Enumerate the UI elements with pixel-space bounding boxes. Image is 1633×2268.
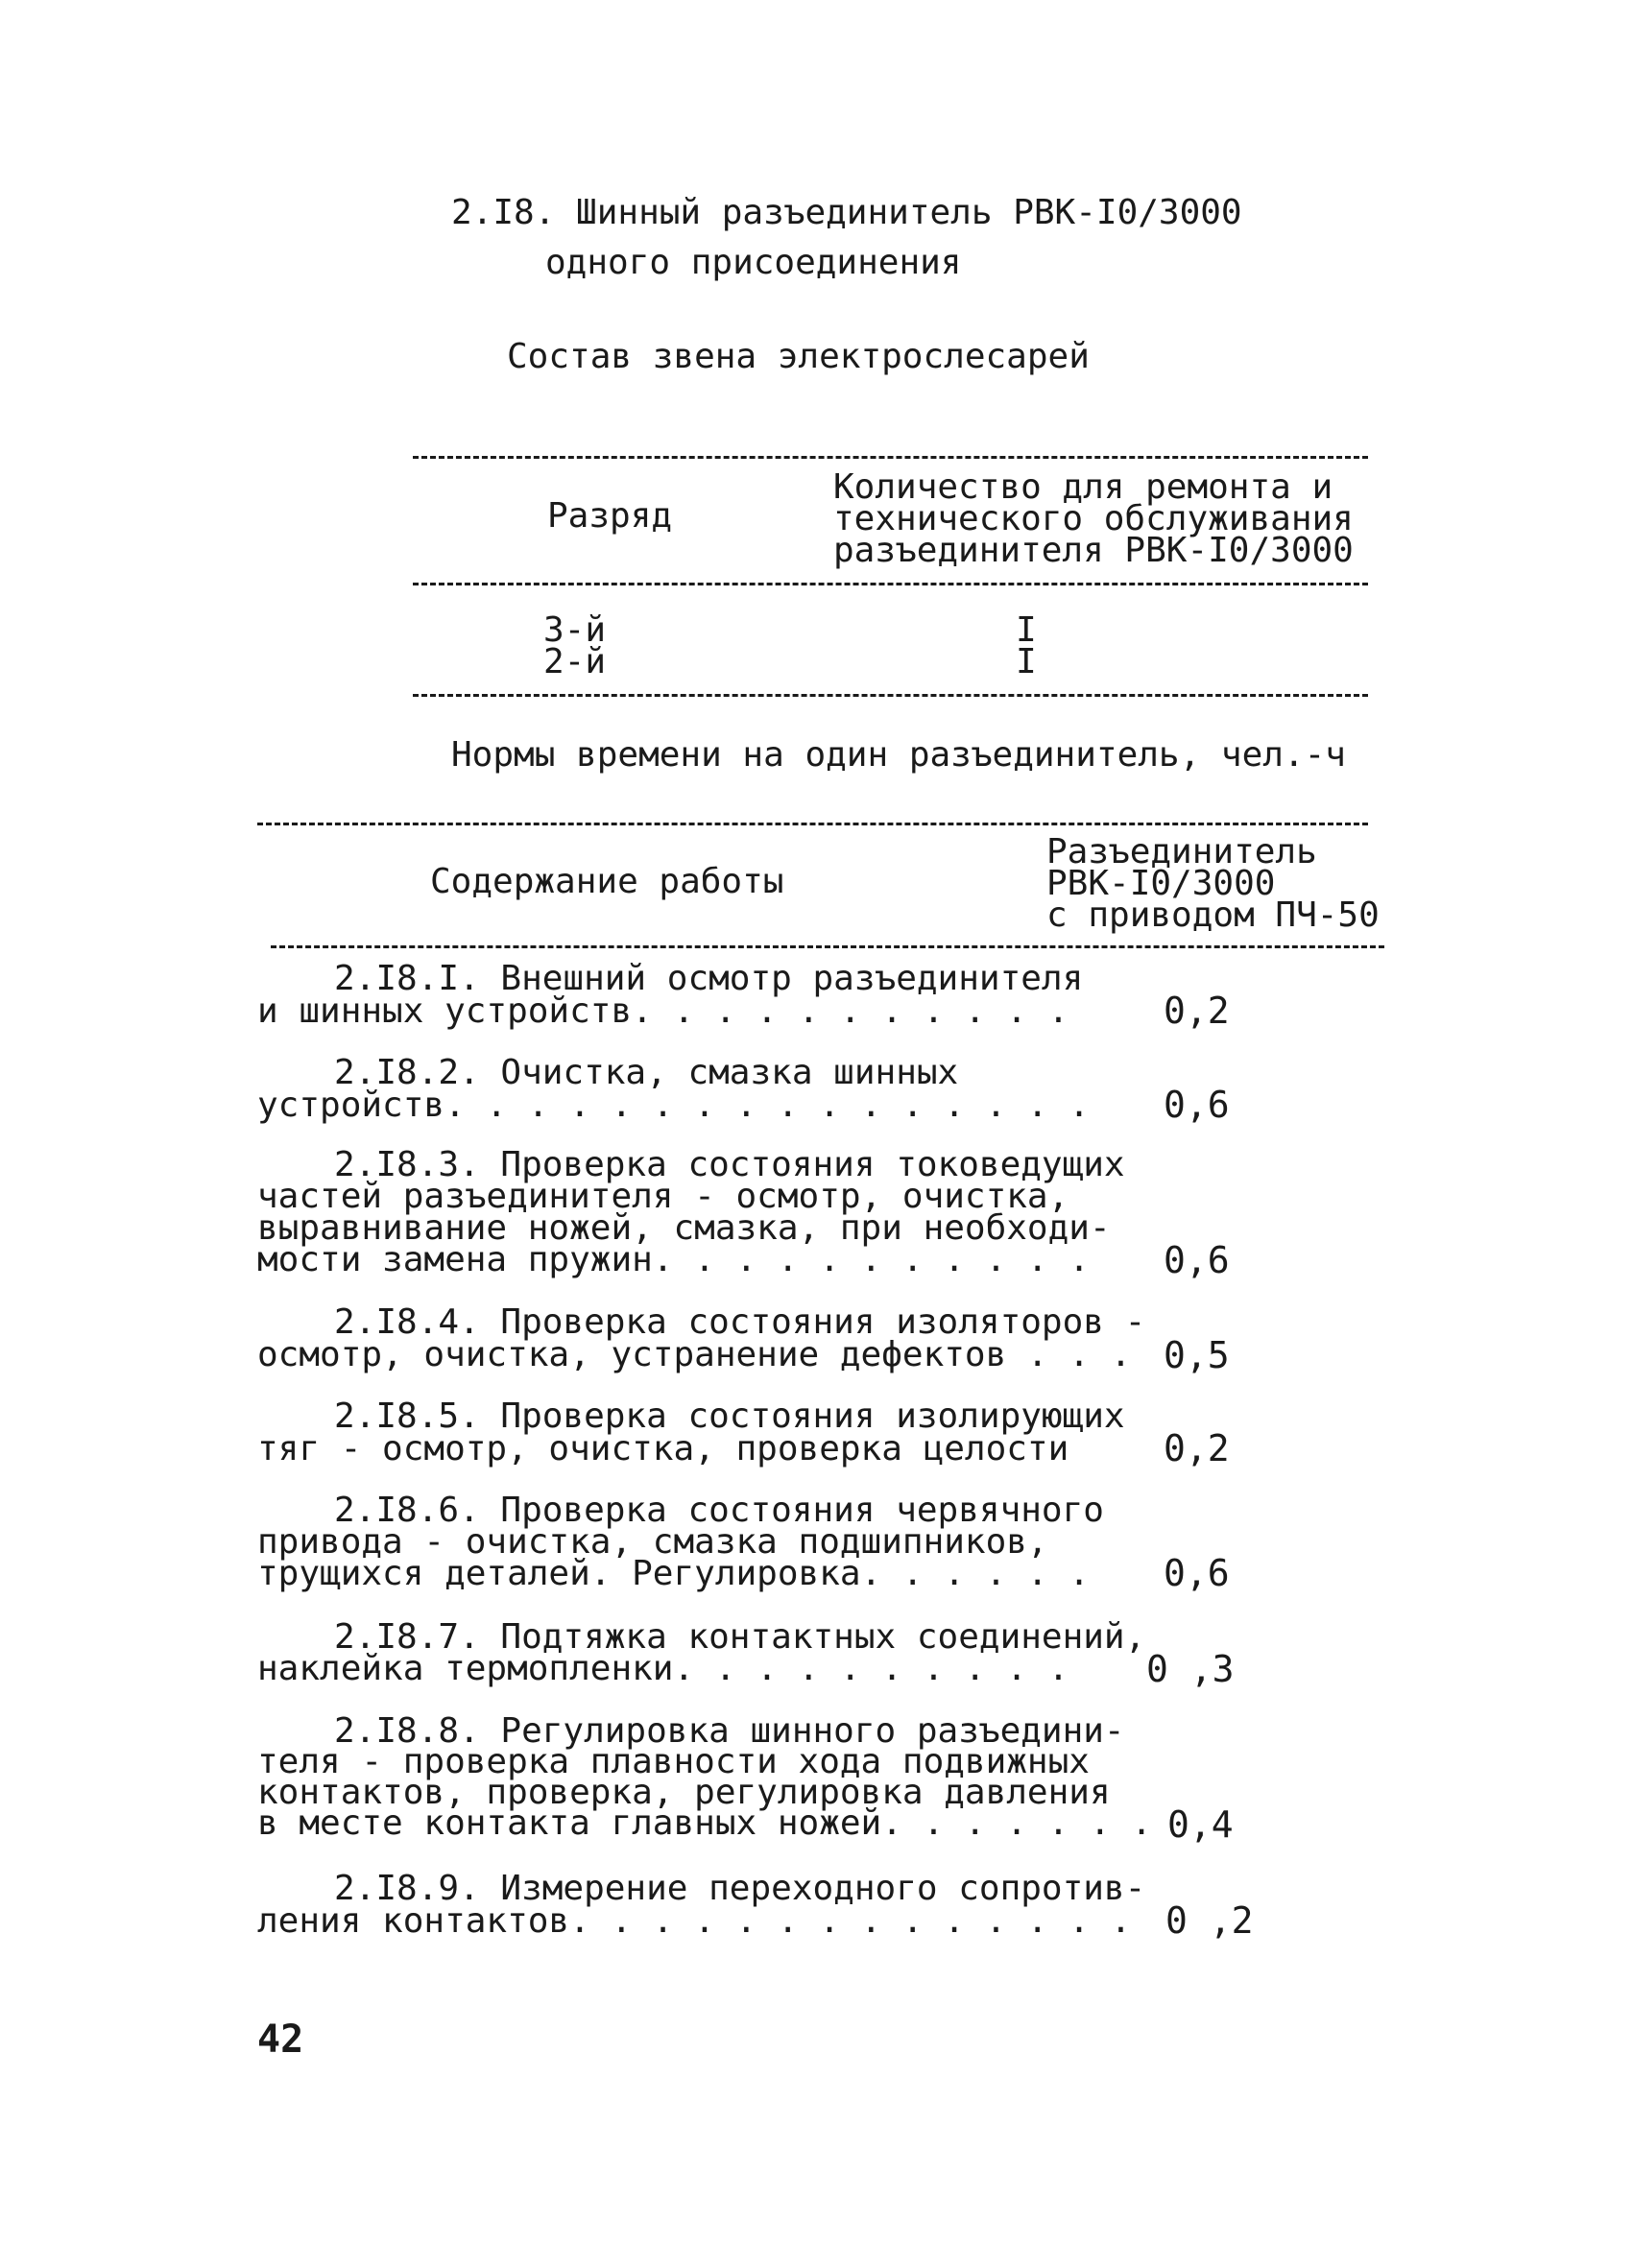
crew-table-bottom-rule [413,694,1368,697]
crew-row-count: I [1016,642,1037,681]
norm-item-1-line1: 2.I8.I. Внешний осмотр разъединителя [334,959,1084,998]
norm-item-2-value: 0,6 [1164,1084,1230,1126]
section-title-line1: 2.I8. Шинный разъединитель РВК-I0/3000 [451,193,1242,232]
crew-col-count-header-line2: технического обслуживания [833,499,1354,538]
norm-item-5-value: 0,2 [1164,1427,1230,1469]
section-title-line2: одного присоединения [545,243,962,282]
norm-item-3-value: 0,6 [1164,1239,1230,1281]
norm-item-4-line1: 2.I8.4. Проверка состояния изоляторов - [334,1302,1146,1342]
norm-item-3-line2: частей разъединителя - осмотр, очистка, [257,1177,1069,1216]
norms-col-value-header-line3: с приводом ПЧ-50 [1046,895,1380,935]
norms-col-work-header: Содержание работы [430,862,784,901]
norm-item-5-line1: 2.I8.5. Проверка состояния изолирующих [334,1397,1125,1436]
norm-item-5-line2: тяг - осмотр, очистка, проверка целости [257,1429,1069,1468]
norm-item-4-line2: осмотр, очистка, устранение дефектов . . . [257,1335,1132,1374]
norms-heading: Нормы времени на один разъединитель, чел.-ч [451,735,1346,775]
norm-item-2-line1: 2.I8.2. Очистка, смазка шинных [334,1053,959,1092]
norm-item-7-value: 0 ,3 [1146,1648,1235,1690]
norm-item-7-line1: 2.I8.7. Подтяжка контактных соединений, [334,1617,1146,1657]
crew-row-grade: 3-й [543,610,607,650]
norms-col-value-header-line1: Разъединитель [1046,832,1317,871]
norm-item-2-line2: устройств. . . . . . . . . . . . . . . . [257,1086,1090,1125]
norm-item-9-value: 0 ,2 [1165,1899,1254,1942]
norm-item-6-line1: 2.I8.6. Проверка состояния червячного [334,1491,1104,1530]
crew-row-count: I [1016,610,1037,650]
norm-item-3-line3: выравнивание ножей, смазка, при необходи- [257,1208,1111,1248]
norm-item-8-line4: в месте контакта главных ножей. . . . . . . [257,1803,1152,1843]
norm-item-6-line2: привода - очистка, смазка подшипников, [257,1522,1048,1562]
norms-col-value-header-line2: РВК-I0/3000 [1046,864,1276,903]
norm-item-9-line2: ления контактов. . . . . . . . . . . . . . [257,1901,1132,1941]
norm-item-8-value: 0,4 [1167,1803,1234,1846]
page-number: 42 [257,2017,304,2062]
norm-item-1-line2: и шинных устройств. . . . . . . . . . . [257,991,1069,1031]
norm-item-8-line1: 2.I8.8. Регулировка шинного разъедини- [334,1711,1125,1751]
norms-table-top-rule [257,823,1368,825]
norm-item-8-line3: контактов, проверка, регулировка давления [257,1773,1111,1812]
crew-col-count-header-line3: разъединителя РВК-I0/3000 [833,531,1354,570]
norms-table-header-rule [271,945,1384,948]
norm-item-6-value: 0,6 [1164,1552,1230,1594]
norm-item-9-line1: 2.I8.9. Измерение переходного сопротив- [334,1869,1146,1908]
crew-col-count-header-line1: Количество для ремонта и [833,467,1333,507]
norm-item-8-line2: теля - проверка плавности хода подвижных [257,1742,1090,1781]
norm-item-3-line1: 2.I8.3. Проверка состояния токоведущих [334,1145,1125,1184]
crew-heading: Состав звена электрослесарей [507,337,1090,376]
crew-table-header-rule [413,583,1368,585]
norm-item-7-line2: наклейка термопленки. . . . . . . . . . [257,1649,1069,1688]
crew-table-top-rule [413,456,1368,459]
norm-item-4-value: 0,5 [1164,1334,1230,1376]
norm-item-6-line3: трущихся деталей. Регулировка. . . . . . [257,1554,1090,1593]
crew-col-grade-header: Разряд [547,496,673,536]
crew-row-grade: 2-й [543,642,607,681]
norm-item-3-line4: мости замена пружин. . . . . . . . . . . [257,1240,1090,1279]
norm-item-1-value: 0,2 [1164,990,1230,1032]
